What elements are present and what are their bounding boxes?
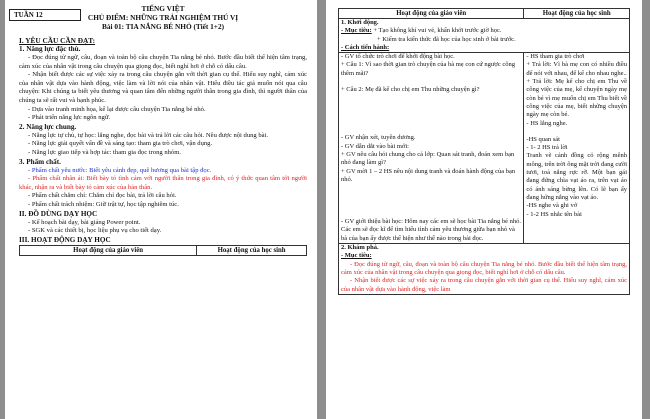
req-paragraph-5: - Năng lực tự chủ, tự học: lắng nghe, đọc bài và trả lời các câu hỏi. Nêu được nội dung bài. (28, 131, 269, 139)
student-step-2: + Trả lời: Vì bà mẹ con có nhiều điều để nói với nhau, để kể cho nhau nghe.. (526, 61, 627, 77)
objective-2: + Kiểm tra kiến thức đã học của học sinh ở bài trước. (377, 35, 516, 43)
student-activities (524, 53, 630, 244)
col-teacher: Hoạt động của giáo viên (20, 245, 197, 255)
teacher-step-1: - GV tổ chức trò chơi để khởi động bài học. (341, 53, 455, 61)
section-requirements: I. YÊU CẦU CẦN ĐẠT: (19, 36, 96, 45)
quality-diligence: - Phẩm chất chăm chỉ: Chăm chỉ đọc bài, trả lời câu hỏi. (28, 192, 177, 200)
material-2: - SGK và các thiết bị, học liệu phụ vụ cho tiết dạy. (28, 227, 162, 235)
procedure-label: - Cách tiến hành: (341, 43, 390, 51)
quality-kindness: - Phẩm chất nhân ái: Biết bày tỏ tình cảm với người thân trong gia đình, có ý thức quan tâm tới người khác, nhận ra và biết bày tỏ cảm xúc của bản thân. (19, 175, 307, 191)
student-step-3: + Trả lời: Mẹ kể cho chị em Thu về công việc của mẹ, kể chuyện ngày mẹ còn bé vì mẹ muốn chị em Thu biết về công việc của mẹ, biết những chuyện ngày mẹ còn bé. (526, 78, 627, 119)
material-1: - Kế hoạch bài dạy, bài giảng Power point. (28, 218, 141, 226)
explore-heading: 2. Khám phá. (341, 244, 379, 252)
student-step-7: Tranh vẽ cảnh đồng cỏ rộng mênh mông, trên trời ông mặt trời đang cười tươi, toả nắng rực rỡ. Một bạn gái đang đứng chìa vạt áo ra, trên vạt áo có ánh sáng bừng lên. Có lẽ bạn ấy đang hứng nắng vào vạt áo. (526, 152, 627, 201)
teacher-activities (339, 53, 524, 244)
teacher-step-5: - GV dẫn dắt vào bài mới: (341, 142, 409, 150)
week-box: TUẦN 12 (9, 9, 81, 21)
explore-objective-label: - Mục tiêu: (341, 252, 372, 260)
req-paragraph-3: - Dựa vào tranh minh họa, kể lại được câu chuyện Tia nắng bé nhỏ. (28, 105, 206, 113)
quality-patriotic: - Phẩm chất yêu nước: Biết yêu cảnh đẹp, quê hương qua bài tập đọc. (28, 166, 212, 174)
objective-label: - Mục tiêu: (341, 27, 372, 35)
student-step-9: - 1-2 HS nhắc tên bài (526, 210, 582, 218)
req-paragraph-4: - Phát triển năng lực ngôn ngữ. (28, 114, 111, 122)
col-student: Hoạt động của học sinh (524, 9, 630, 19)
explore-objective-1: - Đọc đúng từ ngữ, câu, đoạn và toàn bộ câu chuyện Tia nắng bé nhỏ. Bước đầu biết thể hiện tâm trạng, cảm xúc của nhân vật trong câu chuyện qua giọng đọc, biết nghỉ hơi ở chỗ có dấu câu. (341, 260, 627, 276)
page-left (5, 0, 317, 419)
objective-1: + Tạo không khí vui vẻ, khấn khởi trước giờ học. (373, 27, 502, 35)
quality-responsibility: - Phẩm chất trách nhiệm: Giữ trật tự, học tập nghiêm túc. (28, 200, 179, 208)
req-paragraph-1: - Đọc đúng từ ngữ, câu, đoạn và toàn bộ câu chuyện Tia nắng bé nhỏ. Bước đầu biết thể hiện tâm trạng, cảm xúc của nhân vật trong câu chuyện qua giọng đọc, biết nghỉ hơi ở chỗ có dấu câu. (19, 54, 307, 70)
sub-specific-competence: 1. Năng lực đặc thù. (19, 45, 81, 53)
student-step-1: - HS tham gia trò chơi (526, 53, 585, 61)
student-step-6: - 1- 2 HS trả lời (526, 144, 568, 152)
student-step-4: - HS lắng nghe. (526, 119, 568, 127)
right-content (338, 8, 630, 295)
activity-table (338, 8, 630, 295)
col-student: Hoạt động của học sinh (197, 245, 307, 255)
teacher-step-6: + GV nêu câu hỏi chung cho cả lớp: Quan sát tranh, đoán xem bạn nhỏ đang làm gì? (341, 150, 515, 167)
teacher-step-2: + Câu 1: Vì sao thời gian trò chuyện của bà mẹ con cứ ngược công thêm mãi? (341, 61, 515, 77)
teacher-step-3: + Câu 2: Mẹ đã kể cho chị em Thu những chuyện gì? (341, 86, 480, 94)
sub-general-competence: 2. Năng lực chung. (19, 122, 77, 131)
section-activities: III. HOẠT ĐỘNG DẠY HỌC (19, 235, 111, 244)
explore-section (339, 244, 630, 295)
activity-table-header (19, 245, 307, 256)
warmup-objectives (339, 19, 630, 53)
req-paragraph-6: - Năng lực giải quyết vấn đề và sáng tạo: tham gia trò chơi, vận dụng. (28, 140, 213, 148)
teacher-step-8: - GV giới thiệu bài học: Hôm nay các em sẽ học bài Tia nắng bé nhỏ. Các em sẽ đọc kĩ để tìm hiểu tình cảm yêu thương giữa bạn nhỏ và bà của bạn ấy được thể hiện như thế nào trong bài đọc. (341, 218, 522, 242)
section-materials: II. ĐỒ DÙNG DẠY HỌC (19, 209, 98, 218)
student-step-5: -HS quan sát (526, 135, 560, 143)
req-paragraph-7: - Năng lực giao tiếp và hợp tác: tham gia đọc trong nhóm. (28, 148, 181, 156)
lesson-title: Bài 01: TIA NẮNG BÉ NHỎ (Tiết 1+2) (101, 22, 225, 31)
student-step-8: -HS nghe và ghi vở (526, 202, 578, 210)
col-teacher: Hoạt động của giáo viên (339, 9, 524, 19)
teacher-step-7: + GV mời 1 – 2 HS nêu nội dung tranh và đoán hành động của bạn nhỏ. (341, 167, 516, 183)
left-content (19, 4, 307, 256)
warmup-heading: 1. Khởi động. (341, 19, 379, 26)
req-paragraph-2: - Nhận biết được các sự việc xảy ra trong câu chuyện gắn với thời gian cụ thể. Hiểu suy nghĩ, cảm xúc của nhân vật dựa vào hành động, việc làm và lời nói của nhân vật. Hiểu điều tác giả muốn nói qua câu chuyện: Khi chúng ta biết yêu thương và quan tâm đến những người thân trong gia đình, thì người thân của chúng ta sẽ rất vui và hạnh phúc. (19, 71, 307, 104)
sub-qualities: 3. Phẩm chất. (19, 157, 61, 166)
teacher-step-4: - GV nhận xét, tuyên dương. (341, 134, 416, 142)
subject-title: TIẾNG VIỆT (141, 4, 185, 13)
page-right (326, 0, 642, 419)
theme-title: CHỦ ĐIỂM: NHỮNG TRẢI NGHIỆM THÚ VỊ (87, 13, 239, 22)
explore-objective-2: - Nhận biết được các sự việc xảy ra trong câu chuyện gắn với thời gian cụ thể. Hiểu suy nghĩ, cảm xúc của nhân vật dựa vào hành động, việc làm (341, 277, 627, 293)
